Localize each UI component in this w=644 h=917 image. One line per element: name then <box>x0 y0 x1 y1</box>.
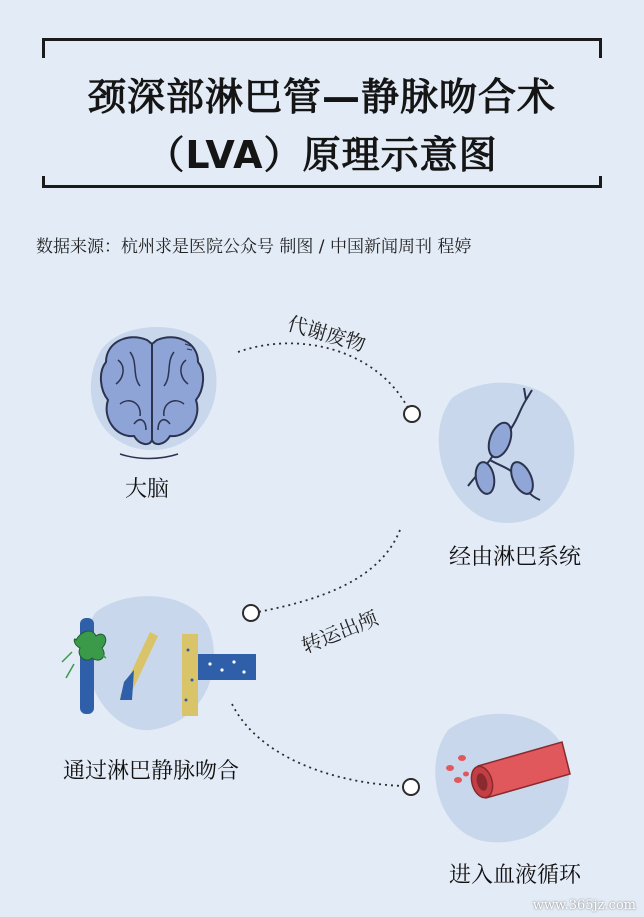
node-label-lymph: 经由淋巴系统 <box>448 545 581 570</box>
node-label-blood: 进入血液循环 <box>448 863 581 888</box>
node-label-brain: 大脑 <box>124 477 169 502</box>
source-credit: 数据来源：杭州求是医院公众号 制图 / 中国新闻周刊 程婷 <box>36 237 472 257</box>
connector-brain-lymph <box>238 343 410 412</box>
watermark: www.365jz.com <box>532 898 636 913</box>
connector-lymph-anastomosis <box>258 530 400 612</box>
title-line-1: 颈深部淋巴管—静脉吻合术 <box>87 75 556 119</box>
connector-end-anastomosis <box>243 605 259 621</box>
arrow-label-transport: 转运出颅 <box>298 605 382 658</box>
node-label-anastomosis: 通过淋巴静脉吻合 <box>62 759 239 784</box>
connector-end-lymph <box>404 406 420 422</box>
title-line-2: （LVA）原理示意图 <box>146 133 498 177</box>
brain-icon <box>101 337 203 458</box>
arrow-label-metabolic: 代谢废物 <box>284 311 369 357</box>
connector-end-blood <box>403 779 419 795</box>
lymph-blob <box>439 383 575 523</box>
